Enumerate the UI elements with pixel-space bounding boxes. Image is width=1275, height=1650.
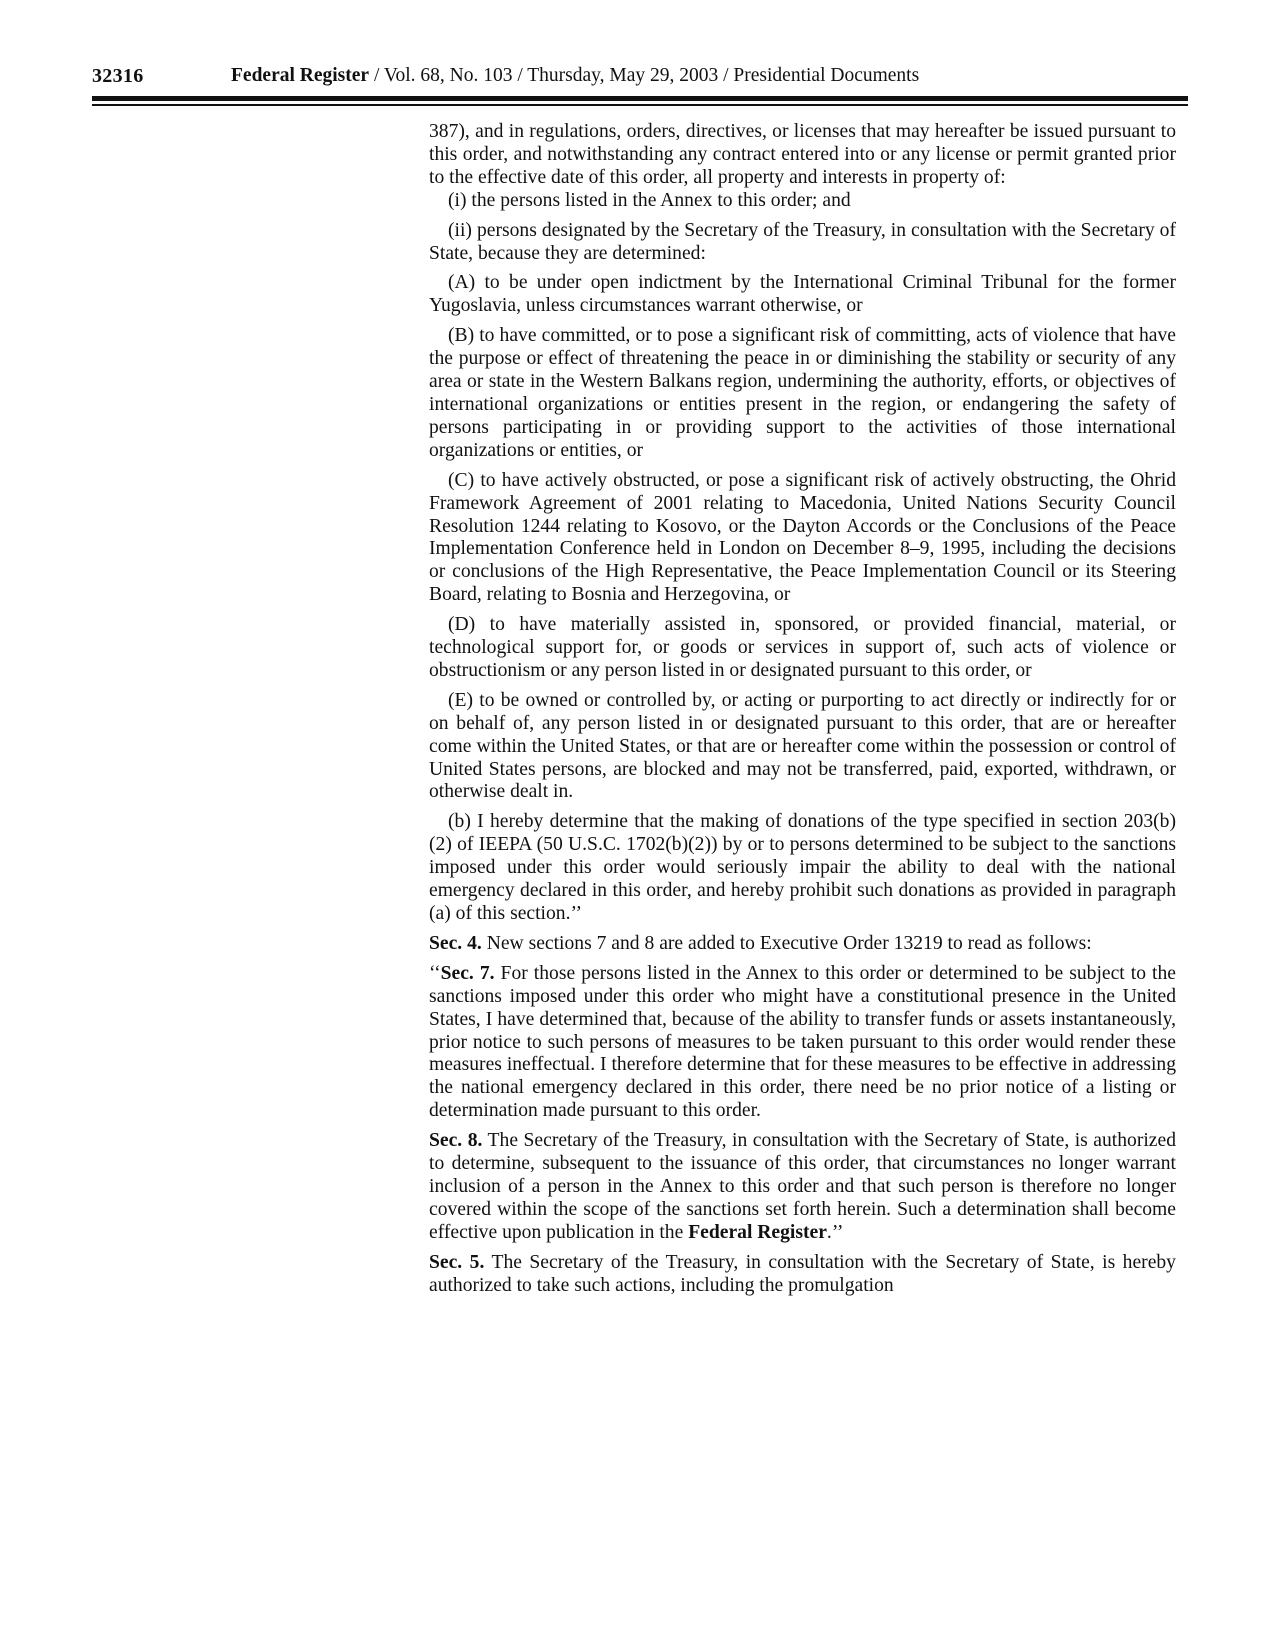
paragraph-B: (B) to have committed, or to pose a significant risk of committing, acts of violence that have the purpose or effect of threatening the peace in or diminishing the stability or security of any area or state in the Western Balkans region, undermining the authority, efforts, or objectives of international organizations or entities present in the region, or endangering the safety of persons participating in or providing support to the activities of those international organizations or entities, or	[429, 325, 1176, 461]
paragraph-A: (A) to be under open indictment by the International Criminal Tribunal for the former Yugoslavia, unless circumstances warrant otherwise, or	[429, 272, 1176, 317]
section-5	[429, 1252, 1176, 1298]
paragraph-i: (i) the persons listed in the Annex to this order; and	[448, 189, 851, 211]
section-7-label: Sec. 7.	[440, 962, 495, 984]
section-7-text: For those persons listed in the Annex to this order or determined to be subject to the sanctions imposed under this order who might have a constitutional presence in the United States, I have determined that, because of the ability to transfer funds or assets instantaneously, prior notice to such persons of measures to be taken pursuant to this order would render these measures ineffectual. I therefore determine that for these measures to be effective in addressing the national emergency declared in this order, there need be no prior notice of a listing or determination made pursuant to this order.	[429, 962, 1176, 1122]
section-7-open-quote: ‘‘	[429, 962, 441, 984]
issue-info: / Vol. 68, No. 103 / Thursday, May 29, 2003 / Presidential Documents	[369, 65, 920, 86]
paragraph-C: (C) to have actively obstructed, or pose a significant risk of actively obstructing, the Ohrid Framework Agreement of 2001 relating to Macedonia, United Nations Security Council Resolution 1244 relating to Kosovo, or the Dayton Accords or the Conclusions of the Peace Implementation Conference held in London on December 8–9, 1995, including the decisions or conclusions of the High Representative, the Peace Implementation Council or its Steering Board, relating to Bosnia and Herzegovina, or	[429, 469, 1176, 606]
body-column	[429, 121, 1176, 1305]
header-rule-thick	[92, 96, 1188, 101]
page-header	[92, 64, 1187, 88]
header-rule-thin	[92, 104, 1188, 106]
publication-title: Federal Register	[231, 65, 370, 86]
paragraph-b: (b) I hereby determine that the making of donations of the type specified in section 203(b)(2) of IEEPA (50 U.S.C. 1702(b)(2)) by or to persons determined to be subject to the sanctions imposed under this order would seriously impair the ability to deal with the national emergency declared in this order, and hereby prohibit such donations as provided in paragraph (a) of this section.’’	[429, 811, 1176, 924]
section-8-close: .’’	[826, 1221, 844, 1243]
paragraph-D: (D) to have materially assisted in, sponsored, or provided financial, material, or technological support for, or goods or services in support of, such acts of violence or obstructionism or any person listed in or designated pursuant to this order, or	[429, 614, 1176, 681]
paragraph-ii: (ii) persons designated by the Secretary of the Treasury, in consultation with the Secretary of State, because they are determined:	[429, 219, 1176, 264]
section-8-text: The Secretary of the Treasury, in consultation with the Secretary of State, is authorized to determine, subsequent to the issuance of this order, that circumstances no longer warrant inclusion of a person in the Annex to this order and that such person is therefore no longer covered within the scope of the sanctions set forth herein. Such a determination shall become effective upon publication in the	[429, 1130, 1176, 1243]
section-7	[429, 963, 1176, 1123]
section-4	[429, 933, 1176, 956]
section-4-label: Sec. 4.	[429, 932, 482, 954]
paragraph-continuation: 387), and in regulations, orders, directives, or licenses that may hereafter be issued pursuant to this order, and notwithstanding any contract entered into or any license or permit granted prior to the effective date of this order, all property and interests in property of:	[429, 121, 1176, 188]
section-4-text: New sections 7 and 8 are added to Executive Order 13219 to read as follows:	[481, 932, 1092, 954]
section-5-text: The Secretary of the Treasury, in consultation with the Secretary of State, is hereby authorized to take such actions, including the promulgation	[429, 1251, 1176, 1296]
page-number: 32316	[92, 65, 144, 87]
section-8	[429, 1130, 1176, 1245]
federal-register-ref: Federal Register	[688, 1221, 827, 1243]
section-8-label: Sec. 8.	[429, 1130, 483, 1152]
running-head	[231, 64, 919, 88]
paragraph-E: (E) to be owned or controlled by, or acting or purporting to act directly or indirectly for or on behalf of, any person listed in or designated pursuant to this order, that are or hereafter come within the United States, or that are or hereafter come within the possession or control of United States persons, are blocked and may not be transferred, paid, exported, withdrawn, or otherwise dealt in.	[429, 689, 1176, 803]
section-5-label: Sec. 5.	[429, 1251, 485, 1273]
